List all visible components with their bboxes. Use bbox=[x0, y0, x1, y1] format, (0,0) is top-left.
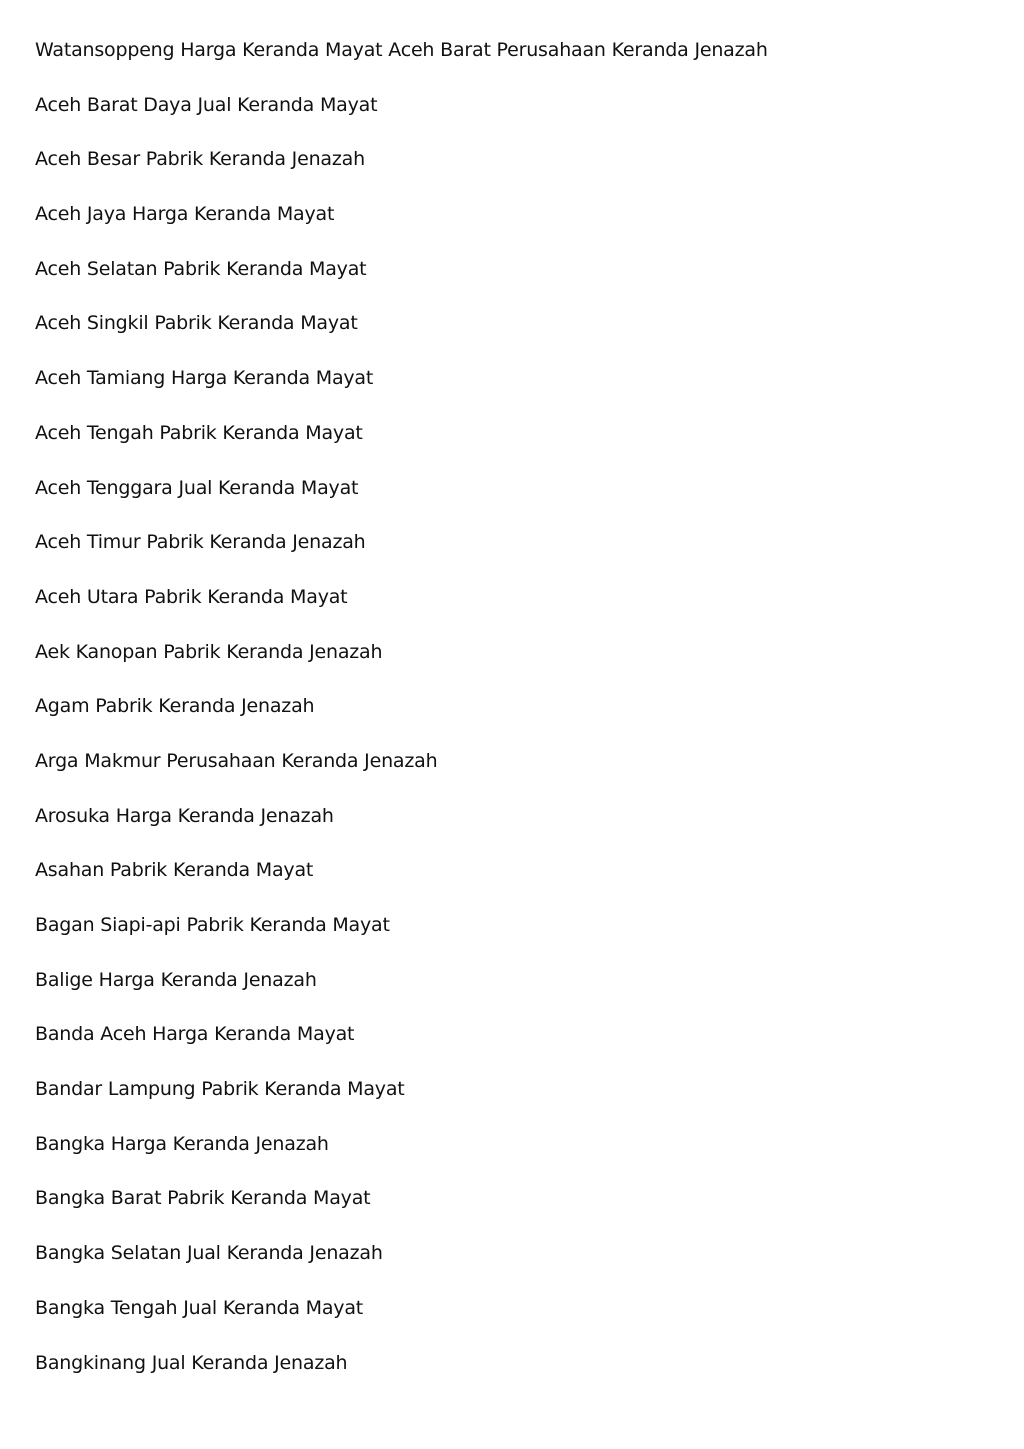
text-line: Bangka Harga Keranda Jenazah bbox=[35, 1132, 329, 1155]
text-line: Aceh Selatan Pabrik Keranda Mayat bbox=[35, 257, 367, 280]
text-line: Banda Aceh Harga Keranda Mayat bbox=[35, 1023, 355, 1046]
text-line: Asahan Pabrik Keranda Mayat bbox=[35, 859, 314, 882]
text-line: Balige Harga Keranda Jenazah bbox=[35, 968, 317, 991]
text-line: Arga Makmur Perusahaan Keranda Jenazah bbox=[35, 749, 438, 772]
text-line: Aceh Tengah Pabrik Keranda Mayat bbox=[35, 421, 363, 444]
text-line: Aceh Singkil Pabrik Keranda Mayat bbox=[35, 312, 358, 335]
text-line: Aceh Besar Pabrik Keranda Jenazah bbox=[35, 148, 365, 171]
text-line: Bagan Siapi-api Pabrik Keranda Mayat bbox=[35, 914, 390, 936]
text-line: Aceh Barat Daya Jual Keranda Mayat bbox=[35, 93, 378, 116]
text-line: Bangka Tengah Jual Keranda Mayat bbox=[35, 1296, 364, 1319]
text-line: Aceh Utara Pabrik Keranda Mayat bbox=[35, 585, 348, 608]
text-line: Bangkinang Jual Keranda Jenazah bbox=[35, 1351, 348, 1374]
text-line: Bangka Barat Pabrik Keranda Mayat bbox=[35, 1187, 371, 1210]
text-line-list bbox=[35, 36, 995, 1403]
text-line: Aceh Timur Pabrik Keranda Jenazah bbox=[35, 531, 366, 554]
text-line: Aceh Tamiang Harga Keranda Mayat bbox=[35, 367, 374, 390]
text-line: Aek Kanopan Pabrik Keranda Jenazah bbox=[35, 640, 383, 663]
text-line: Agam Pabrik Keranda Jenazah bbox=[35, 695, 315, 718]
text-line: Bangka Selatan Jual Keranda Jenazah bbox=[35, 1242, 383, 1265]
text-line: Aceh Jaya Harga Keranda Mayat bbox=[35, 203, 335, 226]
text-line: Bandar Lampung Pabrik Keranda Mayat bbox=[35, 1078, 405, 1101]
text-line: Aceh Tenggara Jual Keranda Mayat bbox=[35, 476, 359, 499]
text-line: Arosuka Harga Keranda Jenazah bbox=[35, 804, 334, 827]
text-line: Watansoppeng Harga Keranda Mayat Aceh Barat Perusahaan Keranda Jenazah bbox=[35, 39, 768, 61]
